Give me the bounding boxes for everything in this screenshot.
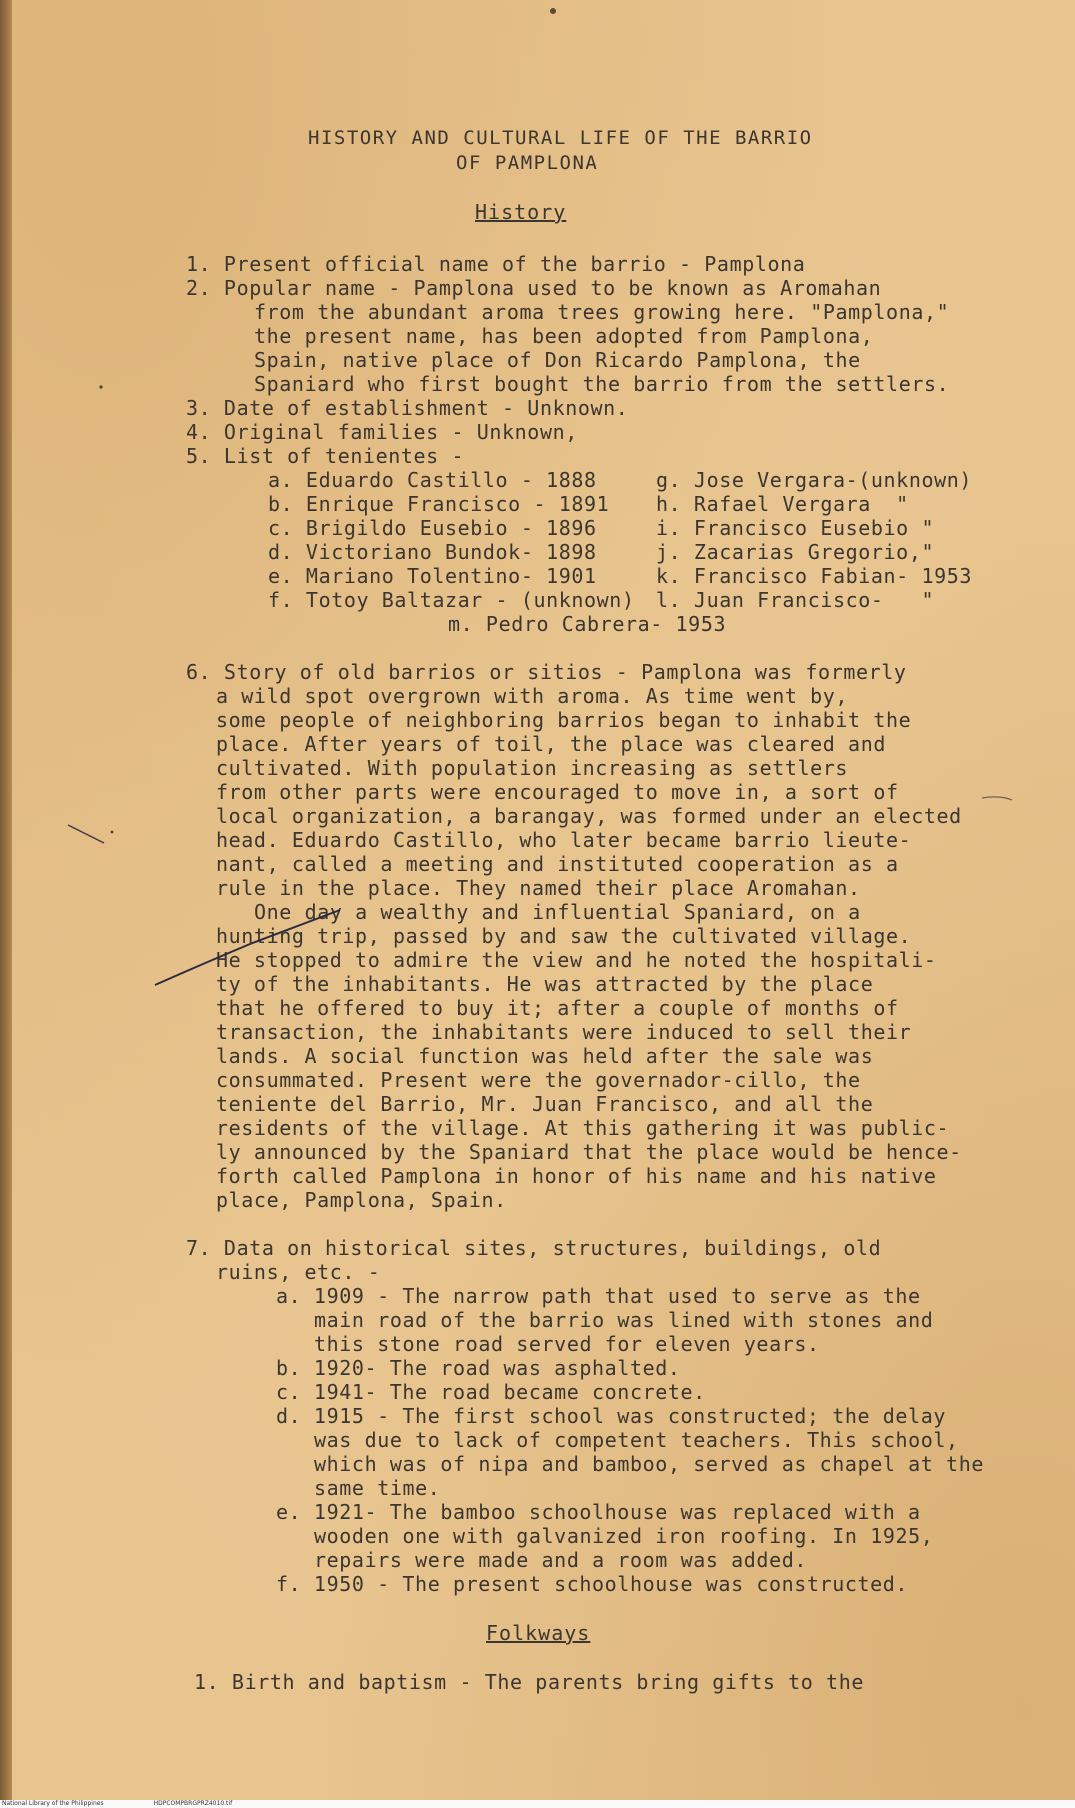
- item-7-line: 7. Data on historical sites, structures, buildings, old: [186, 1236, 882, 1260]
- folkways-item-1: 1. Birth and baptism - The parents bring gifts to the: [194, 1670, 864, 1694]
- item-7-sub: wooden one with galvanized iron roofing. In 1925,: [314, 1524, 934, 1548]
- item-7-sub: was due to lack of competent teachers. This school,: [314, 1428, 959, 1452]
- item-6-line: cultivated. With population increasing as settlers: [216, 756, 849, 780]
- item-4: 4. Original families - Unknown,: [186, 420, 578, 444]
- item-6-line: consummated. Present were the governador-cillo, the: [216, 1068, 861, 1092]
- teniente-left: a. Eduardo Castillo - 1888: [268, 468, 597, 492]
- item-7-sub: c. 1941- The road became concrete.: [276, 1380, 706, 1404]
- title-line-1: HISTORY AND CULTURAL LIFE OF THE BARRIO: [308, 127, 813, 149]
- teniente-left: f. Totoy Baltazar - (unknown): [268, 588, 635, 612]
- teniente-right: l. Juan Francisco- ": [656, 588, 935, 612]
- teniente-left: d. Victoriano Bundok- 1898: [268, 540, 597, 564]
- margin-tick-mark: [68, 825, 104, 843]
- item-2-line-5: Spaniard who first bought the barrio from the settlers.: [254, 372, 950, 396]
- teniente-right: k. Francisco Fabian- 1953: [656, 564, 973, 588]
- margin-dash-mark: [982, 797, 1012, 800]
- title-line-2: OF PAMPLONA: [456, 152, 599, 174]
- teniente-left: e. Mariano Tolentino- 1901: [268, 564, 597, 588]
- item-7-sub: this stone road served for eleven years.: [314, 1332, 820, 1356]
- margin-dot-mark: [111, 831, 114, 834]
- item-6-line: transaction, the inhabitants were induced to sell their: [216, 1020, 912, 1044]
- item-6-line: that he offered to buy it; after a couple of months of: [216, 996, 899, 1020]
- item-6-line: local organization, a barangay, was formed under an elected: [216, 804, 962, 828]
- item-6-line: a wild spot overgrown with aroma. As time went by,: [216, 684, 849, 708]
- item-6-line: nant, called a meeting and instituted cooperation as a: [216, 852, 899, 876]
- item-7-sub: d. 1915 - The first school was constructed; the delay: [276, 1404, 946, 1428]
- item-7-sub: repairs were made and a room was added.: [314, 1548, 807, 1572]
- item-7-sub: same time.: [314, 1476, 441, 1500]
- item-6-line: teniente del Barrio, Mr. Juan Francisco, and all the: [216, 1092, 874, 1116]
- item-6-line: place, Pamplona, Spain.: [216, 1188, 507, 1212]
- item-6-line: from other parts were encouraged to move in, a sort of: [216, 780, 899, 804]
- item-6-line: ty of the inhabitants. He was attracted by the place: [216, 972, 874, 996]
- margin-dot-mark: [99, 385, 102, 388]
- item-7-sub: which was of nipa and bamboo, served as chapel at the: [314, 1452, 984, 1476]
- item-6-line: lands. A social function was held after the sale was: [216, 1044, 874, 1068]
- item-7-sub: main road of the barrio was lined with stones and: [314, 1308, 934, 1332]
- item-6-line: 6. Story of old barrios or sitios - Pamplona was formerly: [186, 660, 907, 684]
- item-3: 3. Date of establishment - Unknown.: [186, 396, 629, 420]
- item-6-line: He stopped to admire the view and he noted the hospitali-: [216, 948, 937, 972]
- item-6-line: some people of neighboring barrios began to inhabit the: [216, 708, 912, 732]
- item-7-sub: e. 1921- The bamboo schoolhouse was replaced with a: [276, 1500, 921, 1524]
- item-6-line: head. Eduardo Castillo, who later became barrio lieute-: [216, 828, 912, 852]
- history-heading: History: [475, 200, 567, 224]
- item-1: 1. Present official name of the barrio - Pamplona: [186, 252, 806, 276]
- pencil-stroke-mark: [155, 910, 340, 985]
- folkways-heading: Folkways: [486, 1621, 591, 1645]
- item-2-line-4: Spain, native place of Don Ricardo Pamplona, the: [254, 348, 861, 372]
- teniente-right: i. Francisco Eusebio ": [656, 516, 935, 540]
- item-6-line: place. After years of toil, the place was cleared and: [216, 732, 886, 756]
- item-5: 5. List of tenientes -: [186, 444, 465, 468]
- teniente-right: g. Jose Vergara-(unknown): [656, 468, 973, 492]
- teniente-right: j. Zacarias Gregorio,": [656, 540, 935, 564]
- item-7-sub: f. 1950 - The present schoolhouse was constructed.: [276, 1572, 909, 1596]
- item-6-line: rule in the place. They named their place Aromahan.: [216, 876, 861, 900]
- item-7-line: ruins, etc. -: [216, 1260, 381, 1284]
- teniente-m: m. Pedro Cabrera- 1953: [448, 612, 727, 636]
- item-7-sub: a. 1909 - The narrow path that used to serve as the: [276, 1284, 921, 1308]
- item-7-sub: b. 1920- The road was asphalted.: [276, 1356, 681, 1380]
- teniente-right: h. Rafael Vergara ": [656, 492, 909, 516]
- item-6-line: forth called Pamplona in honor of his name and his native: [216, 1164, 937, 1188]
- item-6-line: residents of the village. At this gathering it was public-: [216, 1116, 950, 1140]
- footer-file-id: HDPCOMPBRGPRZ4010.tif: [153, 1800, 233, 1807]
- item-6-line: One day a wealthy and influential Spaniard, on a: [254, 900, 861, 924]
- footer-library: National Library of the Philippines: [2, 1800, 104, 1807]
- item-2-line-1: 2. Popular name - Pamplona used to be known as Aromahan: [186, 276, 882, 300]
- item-6-line: ly announced by the Spaniard that the place would be hence-: [216, 1140, 962, 1164]
- item-2-line-2: from the abundant aroma trees growing here. "Pamplona,": [254, 300, 950, 324]
- scan-footer: [0, 1800, 1075, 1808]
- teniente-left: c. Brigildo Eusebio - 1896: [268, 516, 597, 540]
- teniente-left: b. Enrique Francisco - 1891: [268, 492, 610, 516]
- item-2-line-3: the present name, has been adopted from Pamplona,: [254, 324, 874, 348]
- item-6-line: hunting trip, passed by and saw the cultivated village.: [216, 924, 912, 948]
